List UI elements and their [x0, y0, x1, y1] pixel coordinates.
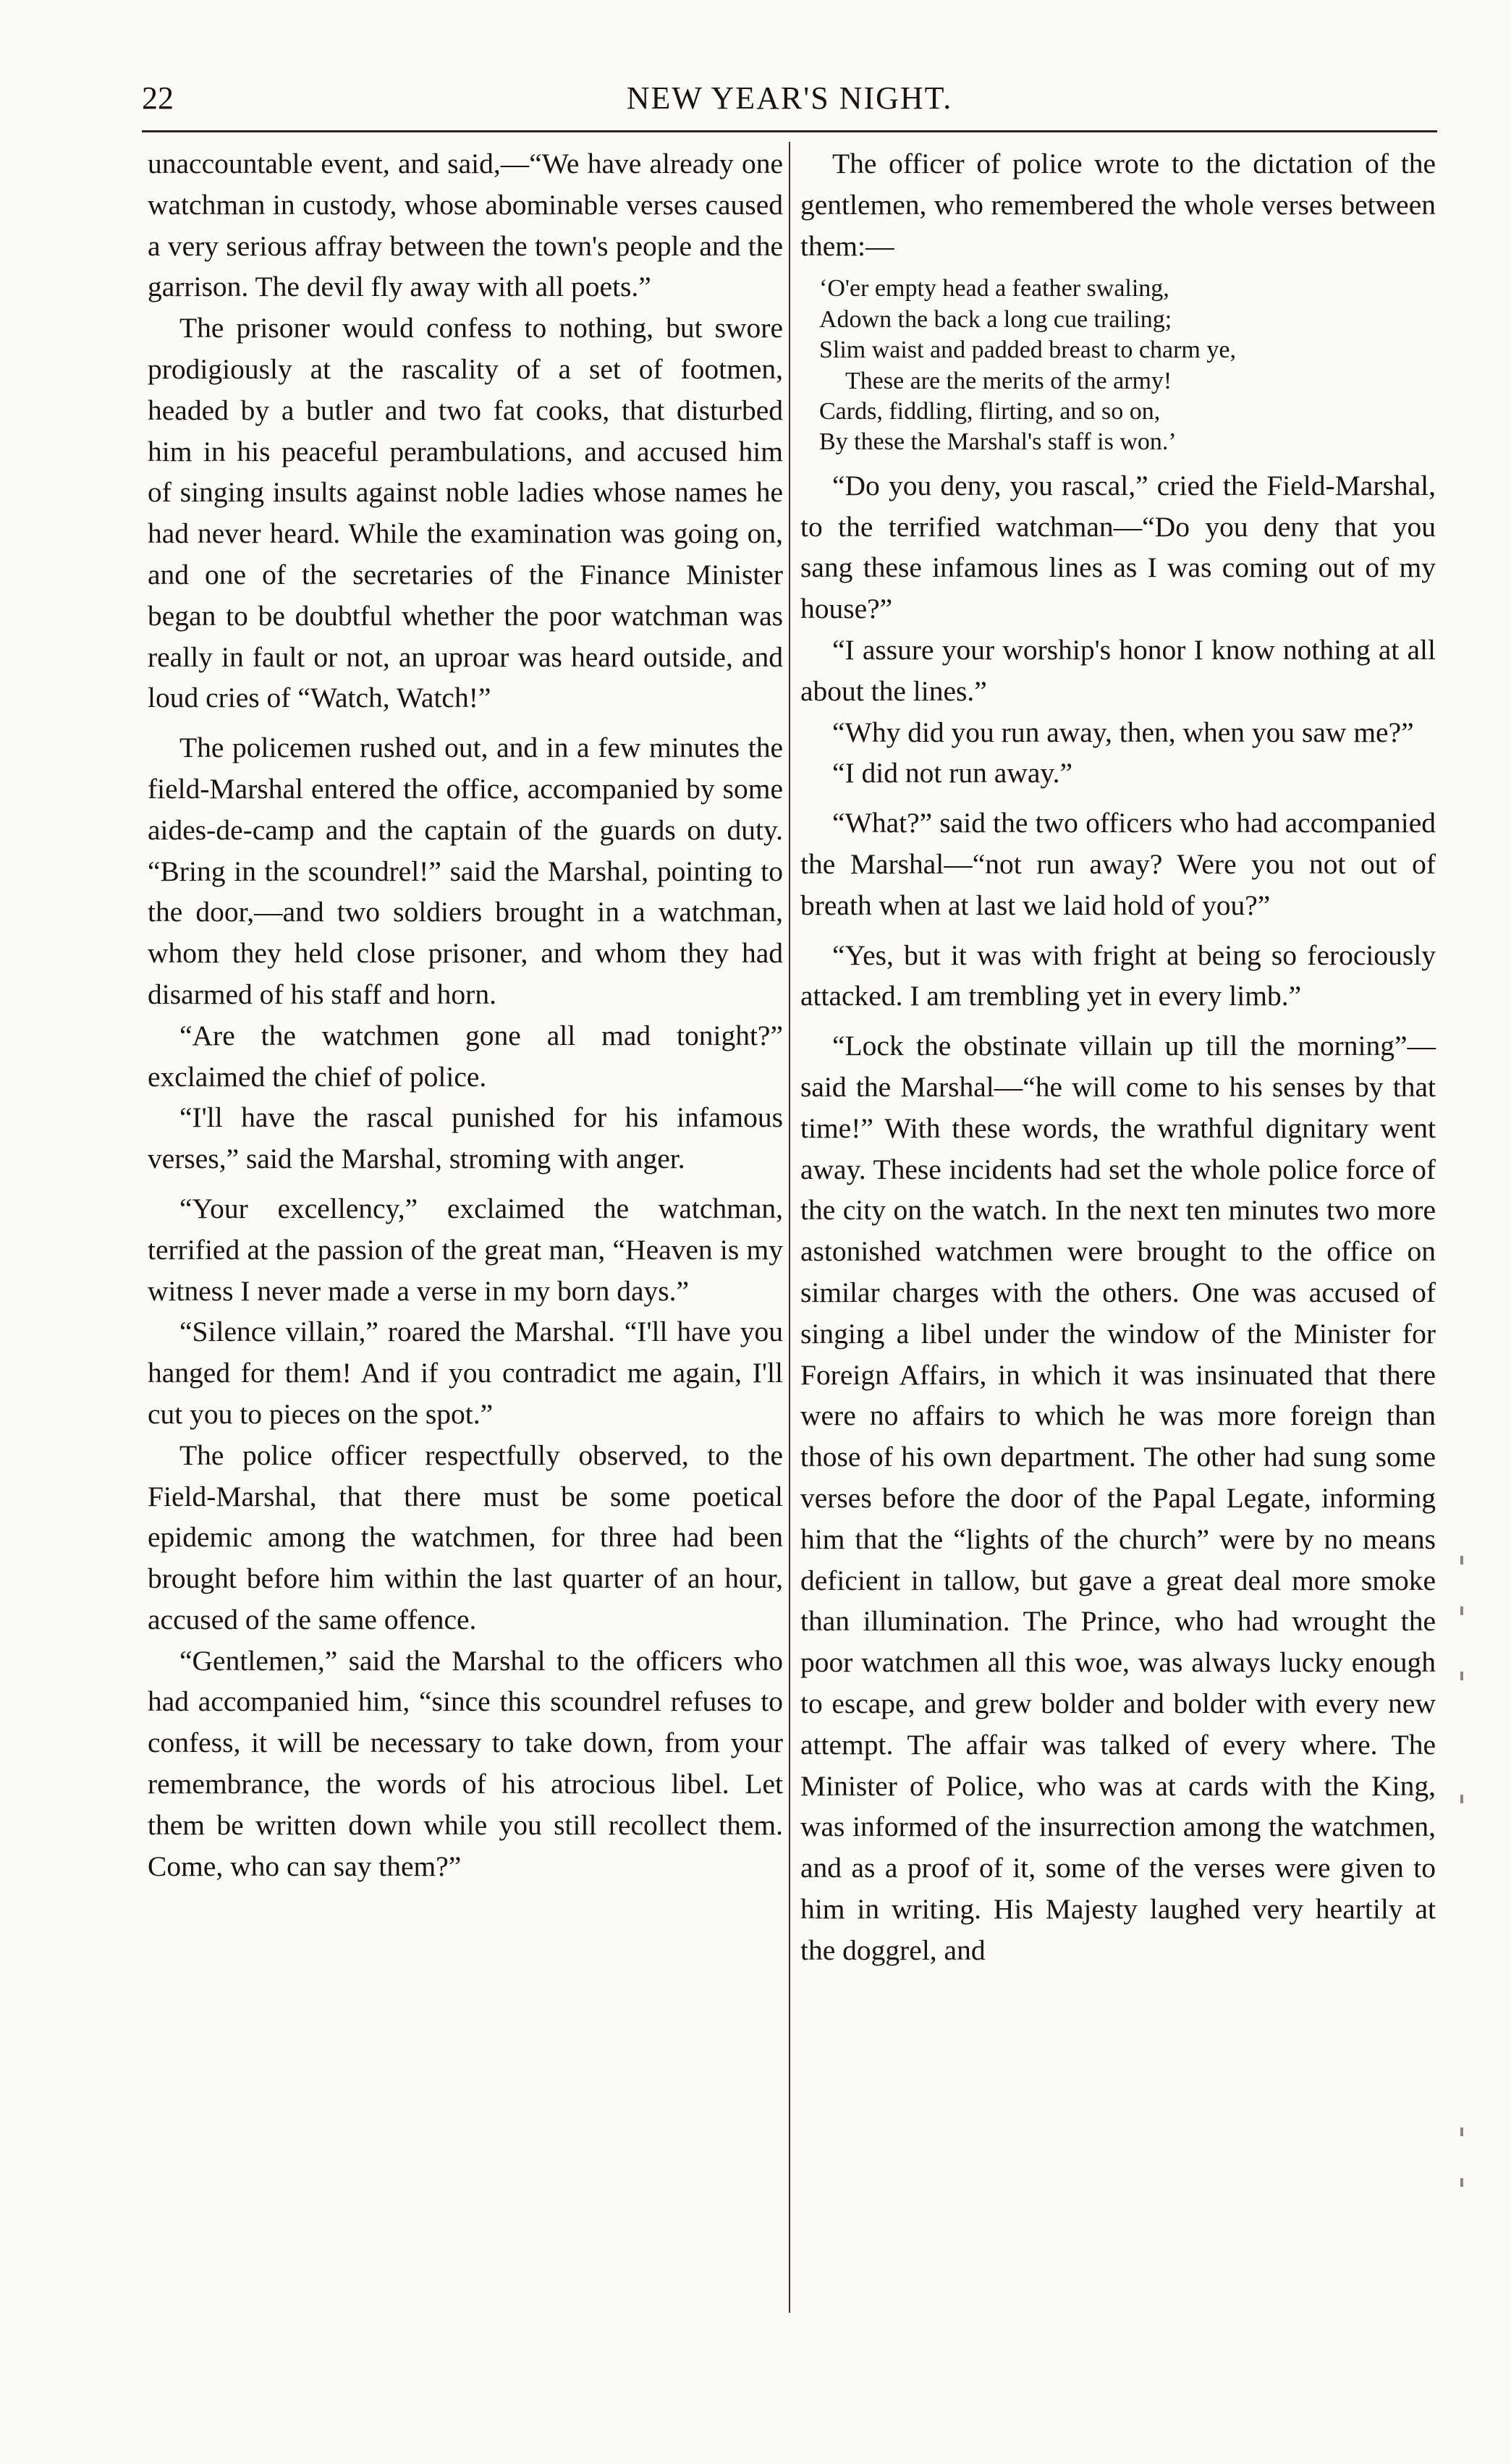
verse-line: Cards, fiddling, flirting, and so on,	[819, 398, 1161, 426]
paragraph: The policemen rushed out, and in a few minutes the field-Marshal entered the office, accompanied by some aides-de-camp and the captain of the guards on duty. “Bring in the scoundrel!” said the Marshal, pointing to the door,—and two soldiers brought in a watchman, whom they held close prisoner, and whom they had disarmed of his staff and horn.	[148, 732, 783, 1010]
right-column	[800, 143, 1436, 1971]
paragraph: “I did not run away.”	[832, 757, 1072, 789]
verse-line: By these the Marshal's staff is won.’	[819, 428, 1177, 456]
verse-line: Slim waist and padded breast to charm ye,	[819, 336, 1236, 364]
speck	[1460, 1606, 1463, 1615]
speck	[1460, 2178, 1463, 2187]
paragraph: “Lock the obstinate villain up till the morning”—said the Marshal—“he will come to his senses by that time!” With these words, the wrathful dignitary went away. These incidents had set the whole police force of the city on the watch. In the next ten minutes two more astonished watchmen were brought to the office on similar charges with the others. One was accused of singing a libel under the window of the Minister for Foreign Affairs, in which it was insinuated that there were no affairs to which he was more foreign than those of his own department. The other had sung some verses before the door of the Papal Legate, informing him that the “lights of the church” were by no means deficient in tallow, but gave a great deal more smoke than illumination. The Prince, who had wrought the poor watchmen all this woe, was always lucky enough to escape, and grew bolder and bolder with every new attempt. The affair was talked of every where. The Minister of Police, who was at cards with the King, was informed of the insurrection among the watchmen, and as a proof of it, some of the verses were given to him in writing. His Majesty laughed very heartily at the doggrel, and	[800, 1030, 1436, 1966]
margin-specks	[1460, 1556, 1482, 2207]
speck	[1460, 1672, 1463, 1680]
paragraph: “What?” said the two officers who had accompanied the Marshal—“not run away? Were you not out of breath when at last we laid hold of you?”	[800, 807, 1436, 921]
verse-line: Adown the back a long cue trailing;	[819, 305, 1172, 333]
paragraph: “Gentlemen,” said the Marshal to the officers who had accompanied him, “since this scoundrel refuses to confess, it will be necessary to take down, from your remembrance, the words of his atrocious libel. Let them be written down while you still recollect them. Come, who can say them?”	[148, 1644, 783, 1882]
column-divider	[789, 142, 790, 2313]
verse-line: These are the merits of the army!	[845, 367, 1172, 394]
running-title: NEW YEAR'S NIGHT.	[626, 80, 953, 116]
verse-block	[819, 274, 1436, 457]
paragraph: The police officer respectfully observed, to the Field-Marshal, that there must be some poetical epidemic among the watchmen, for three had been brought before him within the last quarter of an hour, accused of the same offence.	[148, 1439, 783, 1635]
speck	[1460, 1795, 1463, 1803]
verse-line: ‘O'er empty head a feather swaling,	[819, 275, 1169, 302]
speck	[1460, 1556, 1463, 1565]
paragraph: The prisoner would confess to nothing, but swore prodigiously at the rascality of a set of footmen, headed by a butler and two fat cooks, that disturbed him in his peaceful perambulations, and accused him of singing insults against noble ladies whose names he had never heard. While the examination was going on, and one of the secretaries of the Finance Minister began to be doubtful whether the poor watchman was really in fault or not, an uproar was heard outside, and loud cries of “Watch, Watch!”	[148, 312, 783, 714]
paragraph: “I assure your worship's honor I know nothing at all about the lines.”	[800, 634, 1436, 707]
paragraph: “Silence villain,” roared the Marshal. “I'll have you hanged for them! And if you contradict me again, I'll cut you to pieces on the spot.”	[148, 1316, 783, 1430]
paragraph: “Your excellency,” exclaimed the watchman, terrified at the passion of the great man, “Heaven is my witness I never made a verse in my born days.”	[148, 1192, 783, 1307]
speck	[1460, 2128, 1463, 2136]
header-rule	[142, 130, 1437, 132]
paragraph: “Yes, but it was with fright at being so ferociously attacked. I am trembling yet in every limb.”	[800, 939, 1436, 1012]
paragraph: “I'll have the rascal punished for his infamous verses,” said the Marshal, stroming with anger.	[148, 1101, 783, 1175]
page-header	[142, 78, 1437, 129]
page-number: 22	[142, 80, 174, 116]
paragraph: “Do you deny, you rascal,” cried the Field-Marshal, to the terrified watchman—“Do you deny that you sang these infamous lines as I was coming out of my house?”	[800, 469, 1436, 625]
paragraph: “Are the watchmen gone all mad tonight?” exclaimed the chief of police.	[148, 1019, 783, 1093]
paragraph: “Why did you run away, then, when you saw me?”	[832, 716, 1414, 748]
paragraph: The officer of police wrote to the dictation of the gentlemen, who remembered the whole verses between them:—	[800, 148, 1436, 262]
left-column	[148, 143, 783, 1887]
paragraph: unaccountable event, and said,—“We have already one watchman in custody, whose abominable verses caused a very serious affray between the town's people and the garrison. The devil fly away with all poets.”	[148, 148, 783, 303]
